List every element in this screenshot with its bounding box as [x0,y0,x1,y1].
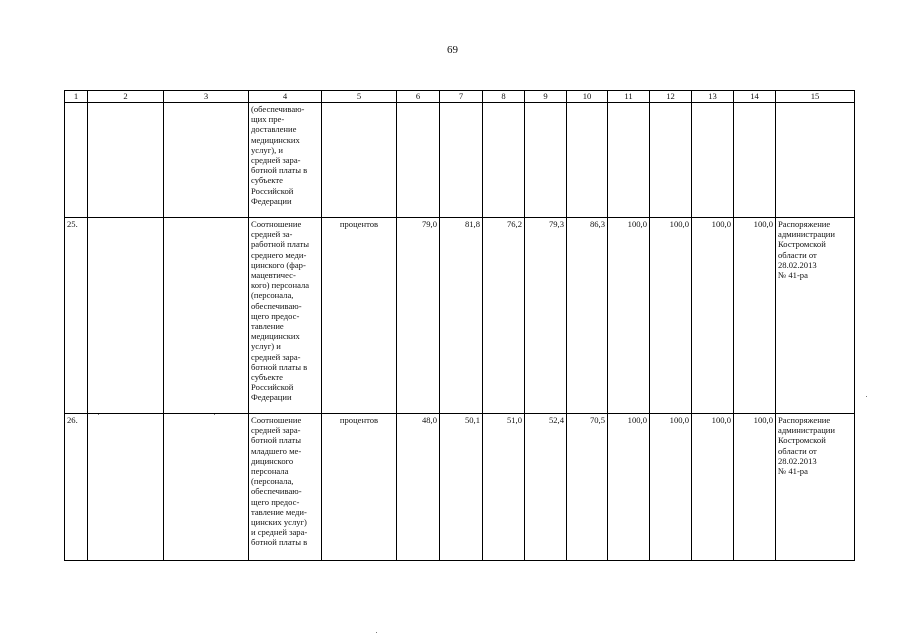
table-header-row [65,91,855,103]
reference-document: Распоряжение администрации Костромской области от 28.02.2013 № 41-ра [776,414,855,561]
value-col11 [608,103,650,218]
table-row [65,218,855,414]
row-number: 26. [65,414,88,561]
value-col8: 76,2 [483,218,525,414]
cell-col2 [88,103,164,218]
row-number: 25. [65,218,88,414]
value-col6 [397,103,440,218]
column-header: 8 [483,91,525,103]
indicator-description: Соотношение средней зара- ботной платы младшего ме- дицинского персонала (персонала, обеспечиваю- щего предос- тавление меди- цинских услуг) и средней зара- ботной платы в [249,414,322,561]
value-col13 [692,103,734,218]
value-col14 [734,103,776,218]
scan-speck [866,396,867,397]
unit-cell: процентов [322,218,397,414]
page-number: 69 [447,44,458,56]
unit-cell [322,103,397,218]
value-col12 [650,103,692,218]
column-header: 5 [322,91,397,103]
value-col7: 81,8 [440,218,483,414]
value-col14: 100,0 [734,414,776,561]
column-header: 14 [734,91,776,103]
cell-col3 [164,218,249,414]
column-header: 6 [397,91,440,103]
indicators-table [64,90,855,561]
scan-speck [376,632,377,633]
column-header: 15 [776,91,855,103]
value-col9 [525,103,567,218]
value-col13: 100,0 [692,414,734,561]
value-col14: 100,0 [734,218,776,414]
cell-col2 [88,218,164,414]
column-header: 9 [525,91,567,103]
value-col10 [567,103,608,218]
value-col12: 100,0 [650,414,692,561]
value-col13: 100,0 [692,218,734,414]
column-header: 7 [440,91,483,103]
indicator-description: (обеспечиваю- щих пре- доставление медицинских услуг), и средней зара- ботной платы в субъекте Российской Федерации [249,103,322,218]
value-col11: 100,0 [608,414,650,561]
table-row [65,103,855,218]
value-col9: 52,4 [525,414,567,561]
value-col6: 79,0 [397,218,440,414]
value-col11: 100,0 [608,218,650,414]
reference-document [776,103,855,218]
value-col10: 70,5 [567,414,608,561]
column-header: 12 [650,91,692,103]
scan-speck [98,414,99,415]
unit-cell: процентов [322,414,397,561]
value-col7 [440,103,483,218]
cell-col3 [164,414,249,561]
value-col8: 51,0 [483,414,525,561]
row-number [65,103,88,218]
column-header: 3 [164,91,249,103]
column-header: 4 [249,91,322,103]
column-header: 10 [567,91,608,103]
table-row [65,414,855,561]
cell-col2 [88,414,164,561]
value-col8 [483,103,525,218]
indicator-description: Соотношение средней за- работной платы среднего меди- цинского (фар- мацевтичес- кого) персонала (персонала, обеспечиваю- щего предос- тавление медицинских услуг) и средней зара- ботной платы в субъекте Российской Федерации [249,218,322,414]
column-header: 13 [692,91,734,103]
value-col9: 79,3 [525,218,567,414]
cell-col3 [164,103,249,218]
reference-document: Распоряжение администрации Костромской области от 28.02.2013 № 41-ра [776,218,855,414]
column-header: 11 [608,91,650,103]
value-col12: 100,0 [650,218,692,414]
column-header: 2 [88,91,164,103]
column-header: 1 [65,91,88,103]
value-col10: 86,3 [567,218,608,414]
value-col6: 48,0 [397,414,440,561]
scan-speck [214,414,215,415]
value-col7: 50,1 [440,414,483,561]
